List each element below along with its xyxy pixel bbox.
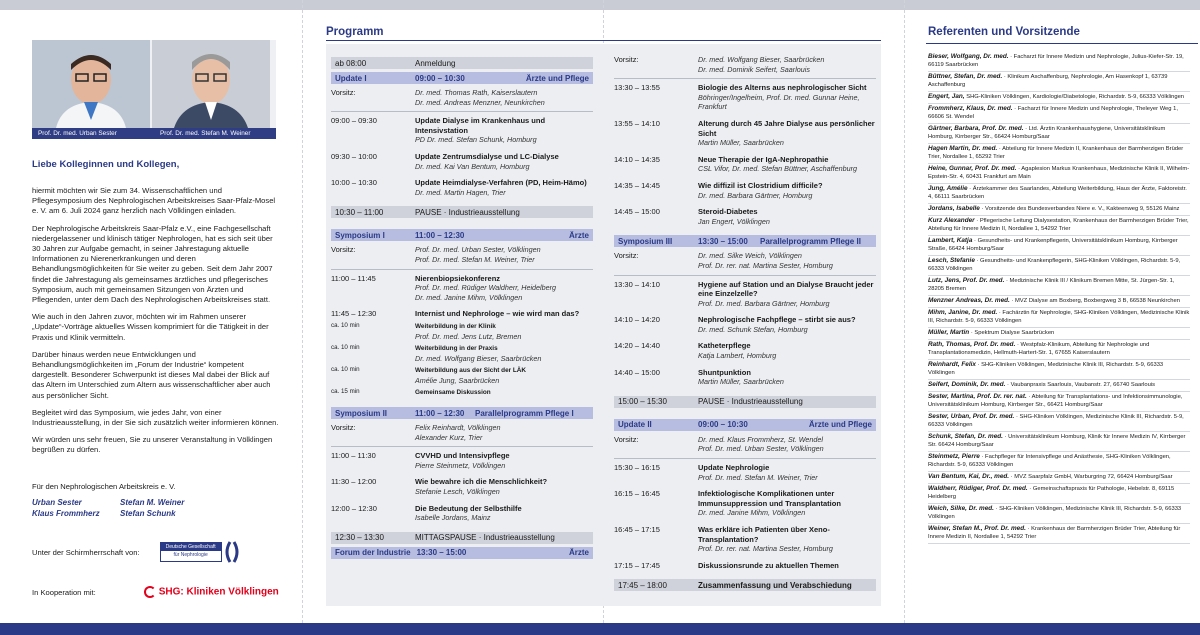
subtalk-title: Gemeinsame Diskussion	[415, 389, 491, 397]
speaker-info: · Vaubanpraxis Saarlouis, Vaubanstr. 27, 66740 Saarlouis	[1007, 382, 1156, 388]
talk-title: Internist und Nephrologe – wie wird man das?	[415, 309, 580, 319]
band-label: MITTAGSPAUSE	[415, 533, 477, 543]
talk-time: 14:45 – 15:00	[614, 207, 660, 217]
chair-name: Felix Reinhardt, Völklingen	[415, 423, 501, 433]
talk-row	[614, 314, 876, 335]
talk-row	[614, 560, 876, 572]
session-band-forum	[331, 547, 593, 559]
speaker-info: · Fachpfleger für Intensivpflege und Anästhesie, SHG-Kliniken Völklingen, Richardstr. 5-9, 66333 Völklingen	[928, 454, 1171, 468]
talk-title: Infektiologische Komplikationen unter Immunsuppression und Transplantation	[698, 489, 841, 508]
band-time: 17:45 – 18:00	[618, 580, 667, 590]
speakers-list	[928, 52, 1190, 544]
chair-name: Prof. Dr. med. Urban Sester, Völklingen	[415, 245, 541, 255]
lunch-band	[331, 532, 593, 544]
speaker-entry	[928, 392, 1190, 412]
letter-paragraph: hiermit möchten wir Sie zum 34. Wissenschaftlichen und Pflegesymposium des Nephrologischen Arbeitskreises Saar-Pfalz-Mosel e. V. am 6. Juli 2024 ganz herzlich nach Völklingen einladen.	[32, 186, 276, 216]
signature-name: Stefan Schunk	[120, 508, 176, 518]
talk-row	[614, 279, 876, 310]
talk-time: 17:15 – 17:45	[614, 560, 660, 570]
talk-row	[331, 273, 593, 304]
speaker-info: · Fachärztin für Nephrologie, SHG-Kliniken Völklingen, Medizinische Klinik III, Richardstr. 5-9, 66333 Völklingen	[928, 310, 1190, 324]
speaker-name: Schunk, Stefan, Dr. med.	[928, 433, 1003, 440]
subtalk-time: ca. 10 min	[331, 321, 360, 329]
subtalk-title: Weiterbildung in der Klinik	[415, 322, 496, 330]
session-time: 09:00 – 10:30	[698, 420, 748, 430]
speaker-name: Müller, Martin	[928, 329, 970, 336]
session-band-update-1	[331, 72, 593, 84]
speaker-entry	[928, 452, 1190, 472]
talk-row	[331, 151, 593, 172]
chair-name: Prof. Dr. med. Stefan M. Weiner, Trier	[415, 254, 535, 264]
talk-time: 14:20 – 14:40	[614, 341, 660, 351]
speaker-name: Jung, Amélie	[928, 185, 968, 192]
talk-speaker: Isabelle Jordans, Mainz	[415, 513, 491, 523]
speaker-entry	[928, 124, 1190, 144]
talk-time: 14:10 – 14:35	[614, 154, 660, 164]
talk-title: Update Zentrumsdialyse und LC-Dialyse	[415, 151, 559, 161]
session-name: Forum der Industrie	[335, 548, 411, 558]
talk-row	[614, 180, 876, 201]
programme-title: Programm	[326, 26, 384, 38]
talk-speaker: CSL Vifor, Dr. med. Stefan Büttner, Aschaffenburg	[698, 164, 858, 174]
talk-speaker: Martin Müller, Saarbrücken	[698, 377, 784, 387]
letter-body	[32, 186, 280, 456]
speaker-info: · Gesundheits- und Krankenpflegerin, Universitätsklinikum Homburg, Kirrberger Straße, 66424 Homburg/Saar	[928, 238, 1178, 252]
talk-time: 14:35 – 14:45	[614, 180, 660, 190]
letter-paragraph: Darüber hinaus werden neue Entwicklungen und Behandlungsmöglichkeiten im „Forum der Industrie“ kompetent dargestellt. Besonderer Schwerpunkt ist dieses Mal dabei der Blick auf das Altern im Unterschied zum Altern aus wissenschaftlicher aber auch aus persönlicher Sicht.	[32, 349, 271, 400]
photo-captions	[32, 128, 276, 139]
subtalk-speaker: Dr. med. Wolfgang Bieser, Saarbrücken	[415, 353, 542, 363]
talk-speaker: Dr. med. Janine Mihm, Völklingen	[415, 292, 523, 302]
speaker-info: · MVZ Saarpfalz GmbH, Warburgring 72, 66424 Homburg/Saar	[1010, 474, 1173, 480]
speaker-info: · Facharzt für Innere Medizin und Nephrologie, Julius-Kiefer-Str. 19, 66119 Saarbrücken	[928, 54, 1184, 68]
chair-label: Vorsitz:	[614, 434, 639, 444]
speaker-name: Gärtner, Barbara, Prof. Dr. med.	[928, 125, 1024, 132]
band-time: 15:00 – 15:30	[618, 397, 667, 407]
talk-time: 10:00 – 10:30	[331, 178, 377, 188]
speaker-entry	[928, 204, 1190, 216]
talk-time: 11:30 – 12:00	[331, 477, 377, 487]
speaker-entry	[928, 276, 1190, 296]
signature-name: Stefan M. Weiner	[120, 497, 185, 507]
speaker-entry	[928, 144, 1190, 164]
talk-row	[331, 450, 593, 471]
session-target: Ärzte	[568, 548, 589, 558]
dgfn-logo	[160, 540, 242, 564]
divider	[331, 446, 593, 447]
subtalk-row	[331, 342, 593, 364]
talk-title: Update Heimdialyse-Verfahren (PD, Heim-Hämo)	[415, 178, 587, 188]
talk-time: 16:15 – 16:45	[614, 489, 660, 499]
speaker-name: Bieser, Wolfgang, Dr. med.	[928, 53, 1009, 60]
talk-row	[614, 524, 876, 555]
chair-name: Dr. med. Thomas Rath, Kaiserslautern	[415, 88, 538, 97]
programme-column-2	[614, 54, 876, 594]
chair-name: Dr. med. Silke Weich, Völklingen	[698, 251, 802, 261]
talk-title: Was erkläre ich Patienten über Xeno-Transplantation?	[698, 525, 830, 544]
talk-title: Biologie des Alterns aus nephrologischer Sicht	[698, 83, 867, 93]
dgfn-emblem-icon	[222, 540, 242, 564]
speaker-name: Seifert, Dominik, Dr. med.	[928, 381, 1006, 388]
speaker-name: Jordans, Isabelle	[928, 205, 980, 212]
speaker-info: · Klinikum Aschaffenburg, Nephrologie, Am Hasenkopf 1, 63739 Aschaffenburg	[928, 74, 1168, 88]
divider	[614, 275, 876, 276]
talk-speaker: Dr. med. Schunk Stefan, Homburg	[698, 324, 808, 334]
speaker-name: Weiner, Stefan M., Prof. Dr. med.	[928, 525, 1026, 532]
speaker-info: · Abteilung für Innere Medizin II, Krankenhaus der Barmherzigen Brüder Trier, Nordallee 1, 65292 Trier	[928, 146, 1184, 160]
talk-row	[614, 118, 876, 149]
session-name: Symposium II	[335, 408, 388, 418]
talk-speaker: Katja Lambert, Homburg	[698, 351, 777, 361]
session-time: 11:00 – 12:30	[415, 230, 465, 240]
top-strip	[0, 0, 1200, 10]
speaker-name: Waldherr, Rüdiger, Prof. Dr. med.	[928, 485, 1028, 492]
speaker-info: · Facharzt für Innere Medizin und Nephrologie, Theleyer Weg 1, 66606 St. Wendel	[928, 106, 1178, 120]
speaker-info: SHG-Kliniken Völklingen, Kardiologie/Diabetologie, Richardstr. 5-9, 66333 Völklingen	[966, 94, 1185, 100]
speaker-entry	[928, 296, 1190, 308]
talk-title: Diskussionsrunde zu aktuellen Themen	[698, 560, 839, 570]
talk-row	[614, 367, 876, 388]
talk-title: Neue Therapie der IgA-Nephropathie	[698, 154, 829, 164]
chair-label: Vorsitz:	[614, 251, 639, 261]
subtalk-row	[331, 364, 593, 386]
speaker-info: · Vorsitzende des Bundesverbandes Niere e. V., Kakteenweg 9, 55126 Mainz	[981, 206, 1180, 212]
subtalk-row	[331, 386, 593, 399]
speaker-entry	[928, 236, 1190, 256]
speaker-info: · Ärztekammer des Saarlandes, Abteilung Weiterbildung, Haus der Ärzte, Faktoreistr. 4, 66111 Saarbrücken	[928, 186, 1187, 200]
session-band-symposium-1	[331, 229, 593, 241]
shg-logo	[144, 586, 279, 598]
speaker-name: Kurz Alexander	[928, 217, 975, 224]
subtalk-row	[331, 320, 593, 342]
talk-time: 15:30 – 16:15	[614, 463, 660, 473]
talk-speaker: Dr. med. Martin Hagen, Trier	[415, 187, 506, 197]
speaker-name: Hagen Martin, Dr. med.	[928, 145, 998, 152]
band-label: Anmeldung	[415, 58, 456, 68]
chair-label: Vorsitz:	[331, 245, 356, 255]
talk-time: 12:00 – 12:30	[331, 503, 377, 513]
session-target: Ärzte und Pflege	[525, 73, 589, 83]
speaker-info: · Abteilung für Transplantations- und Infektionsimmunologie, Universitätsklinikum Homburg, Kirrberger Str., 66421 Homburg/Saar	[928, 394, 1183, 408]
speaker-name: Frommherz, Klaus, Dr. med.	[928, 105, 1013, 112]
speaker-info: · Gesundheits- und Krankenpflegerin, SHG-Kliniken Völklingen, Richardstr. 5-9, 66333 Völklingen	[928, 258, 1181, 272]
talk-speaker: Prof. Dr. med. Rüdiger Waldherr, Heidelberg	[415, 283, 557, 293]
session-target: Ärzte und Pflege	[808, 420, 872, 430]
chair-row	[331, 422, 593, 443]
speaker-info: · Medizinische Klinik III / Klinikum Bremen Mitte, St. Jürgen-Str. 1, 28205 Bremen	[928, 278, 1175, 292]
speaker-name: Sester, Martina, Prof. Dr. rer. nat.	[928, 393, 1027, 400]
talk-speaker: Stefanie Lesch, Völklingen	[415, 487, 500, 497]
session-name: Update II	[618, 420, 652, 430]
talk-row	[331, 115, 593, 146]
chair-name: Dr. med. Andreas Menzner, Neunkirchen	[415, 97, 545, 107]
speaker-info: · Westpfalz-Klinikum, Abteilung für Nephrologie und Transplantationsmedizin, Hellmuth-Hartert-Str. 1, 67655 Kaiserslautern	[928, 342, 1150, 356]
chair-label: Vorsitz:	[614, 55, 639, 64]
talk-title: Die Bedeutung der Selbsthilfe	[415, 503, 522, 513]
speaker-entry	[928, 484, 1190, 504]
speaker-info: · Pflegerische Leitung Dialysestation, Krankenhaus der Barmherzigen Brüder Trier, Abteilung für Innere Medizin II, Nordallee 1, 54292 Trier	[928, 218, 1189, 232]
speaker-name: Lesch, Stefanie	[928, 257, 975, 264]
subtalk-title: Weiterbildung aus der Sicht der LÄK	[415, 367, 527, 375]
speakers-rule	[926, 43, 1198, 44]
speaker-entry	[928, 412, 1190, 432]
chair-label: Vorsitz:	[331, 423, 356, 433]
talk-time: 14:10 – 14:20	[614, 315, 660, 325]
band-label: Zusammenfassung und Verabschiedung	[698, 580, 852, 590]
subtalk-speaker: Prof. Dr. med. Jens Lutz, Bremen	[415, 331, 522, 341]
talk-time: 13:30 – 13:55	[614, 83, 660, 93]
session-target: Ärzte	[568, 230, 589, 240]
session-time: 11:00 – 12:30	[415, 408, 465, 418]
speaker-name: Van Bentum, Kai, Dr., med.	[928, 473, 1010, 480]
speaker-name: Mihm, Janine, Dr. med.	[928, 309, 998, 316]
speaker-name: Büttner, Stefan, Dr. med.	[928, 73, 1003, 80]
session-target: Parallelprogramm Pflege II	[760, 236, 861, 246]
band-label: PAUSE	[698, 397, 725, 407]
session-name: Symposium III	[618, 236, 673, 246]
session-name: Update I	[335, 73, 367, 83]
signature-name: Klaus Frommherz	[32, 508, 100, 518]
photo-caption: Prof. Dr. med. Urban Sester	[38, 130, 117, 137]
talk-time: 11:00 – 11:45	[331, 273, 376, 283]
programme-rule	[326, 40, 881, 41]
speaker-info: · SHG-Kliniken Völklingen, Medizinische Klinik III, Richardstr. 5-9, 66333 Völklingen	[928, 414, 1184, 428]
speaker-entry	[928, 328, 1190, 340]
talk-time: 13:30 – 14:10	[614, 279, 660, 289]
divider	[614, 78, 876, 79]
speaker-info: · Gemeinschaftspraxis für Pathologie, Hebelstr. 8, 69115 Heidelberg	[928, 486, 1175, 500]
speaker-info: · Krankenhaus der Barmherzigen Brüder Trier, Abteilung für Innere Medizin II, Nordallee 1, 54292 Trier	[928, 526, 1181, 540]
talk-row	[614, 154, 876, 175]
chair-photos	[32, 40, 276, 128]
speaker-name: Weich, Silke, Dr. med.	[928, 505, 994, 512]
chair-name: Prof. Dr. med. Urban Sester, Völklingen	[698, 444, 824, 454]
talk-time: 09:00 – 09:30	[331, 116, 377, 126]
talk-speaker: PD Dr. med. Stefan Schunk, Homburg	[415, 135, 537, 145]
talk-time: 13:55 – 14:10	[614, 118, 660, 128]
band-sub: · Industrieausstellung	[726, 397, 803, 407]
talk-title: Wie diffizil ist Clostridium difficile?	[698, 180, 823, 190]
speaker-entry	[928, 380, 1190, 392]
speaker-name: Sester, Urban, Prof. Dr. med.	[928, 413, 1015, 420]
talk-speaker: Pierre Steinmetz, Völklingen	[415, 460, 506, 470]
chair-row	[331, 87, 593, 108]
band-time: ab 08:00	[335, 58, 367, 68]
speaker-name: Heine, Gunnar, Prof. Dr. med.	[928, 165, 1017, 172]
subtalk-title: Weiterbildung in der Praxis	[415, 345, 498, 353]
fold-line	[904, 0, 905, 623]
talk-title: Steroid-Diabetes	[698, 207, 758, 217]
talk-row	[614, 488, 876, 519]
letter-paragraph: Begleitet wird das Symposium, wie jedes Jahr, von einer Industrieausstellung, in der Sie sich zusätzlich weiter informieren können.	[32, 407, 279, 428]
chair-row	[614, 250, 876, 271]
session-name: Symposium I	[335, 230, 385, 240]
letter-paragraph: Wir würden uns sehr freuen, Sie zu unserer Veranstaltung in Völklingen begrüßen zu dürfen.	[32, 435, 273, 455]
divider	[331, 269, 593, 270]
session-time: 09:00 – 10:30	[415, 73, 465, 83]
talk-speaker: Prof. Dr. med. Barbara Gärtner, Homburg	[698, 298, 830, 308]
subtalk-time: ca. 10 min	[331, 366, 360, 374]
talk-speaker: Dr. med. Kai Van Bentum, Homburg	[415, 161, 530, 171]
shg-logo-text: SHG: Kliniken Völklingen	[158, 586, 279, 598]
talk-row	[614, 206, 876, 227]
talk-title: Shuntpunktion	[698, 367, 751, 377]
talk-title: Hygiene auf Station und an Dialyse Braucht jeder eine Einzelzelle?	[698, 279, 874, 299]
chair-row	[614, 434, 876, 455]
speaker-entry	[928, 432, 1190, 452]
talk-time: 11:00 – 11:30	[331, 451, 376, 461]
bottom-bar	[0, 623, 1200, 635]
session-band-symposium-2	[331, 407, 593, 419]
speaker-info: · Spektrum Dialyse Saarbrücken	[970, 330, 1055, 336]
speaker-entry	[928, 256, 1190, 276]
talk-title: Nephrologische Fachpflege – stirbt sie aus?	[698, 315, 856, 325]
cooperation-label: In Kooperation mit:	[32, 587, 96, 597]
talk-speaker: Dr. med. Barbara Gärtner, Homburg	[698, 190, 813, 200]
subtalk-time: ca. 10 min	[331, 344, 360, 352]
session-time: 13:30 – 15:00	[416, 548, 467, 558]
talk-title: Wie bewahre ich die Menschlichkeit?	[415, 477, 548, 487]
talk-speaker: Jan Engert, Völklingen	[698, 216, 770, 226]
signatures	[32, 497, 280, 519]
patronage-label: Unter der Schirmherrschaft von:	[32, 547, 140, 557]
photo-caption: Prof. Dr. med. Stefan M. Weiner	[160, 130, 251, 137]
letter-paragraph: Wie auch in den Jahren zuvor, möchten wir im Rahmen unserer „Update“-Vorträge aktuelles Wissen komprimiert für die Tätigkeit in der Praxis und Klinik vermitteln.	[32, 312, 269, 342]
speaker-entry	[928, 504, 1190, 524]
talk-speaker: Böhringer/Ingelheim, Prof. Dr. med. Gunnar Heine, Frankfurt	[698, 92, 860, 112]
talk-speaker: Martin Müller, Saarbrücken	[698, 138, 784, 148]
band-time: 12:30 – 13:30	[335, 533, 384, 543]
talk-row	[331, 177, 593, 198]
pause-band	[614, 396, 876, 408]
chair-name: Dr. med. Wolfgang Bieser, Saarbrücken	[698, 55, 825, 64]
letter-paragraph: Der Nephrologische Arbeitskreis Saar-Pfalz e.V., eine Fachgesellschaft niedergelassener und klinisch tätiger Nephrologen, hat es sich seit über 30 Jahren zur Aufgabe gemacht, in seiner Jahrestagung aktuelle Informationen zu Nierenerkrankungen und deren Behandlungsmöglichkeiten für Sie weiter zu geben. Seit dem Jahr 2007 findet die Jahrestagung als gemeinsames ärztliches und pflegerisches Symposium, auch mit gemeinsamen Sitzungen von Ärzten und Pflegenden, unter dem Dach des Nephrologischen Arbeitskreises statt.	[32, 223, 273, 305]
talk-row	[331, 476, 593, 497]
talk-speaker: Prof. Dr. rer. nat. Martina Sester, Homburg	[698, 544, 833, 554]
band-time: 10:30 – 11:00	[335, 207, 384, 217]
speaker-info: · MVZ Dialyse am Boxberg, Boxbergweg 3 B, 66538 Neunkirchen	[1011, 298, 1180, 304]
chair-name: Prof. Dr. rer. nat. Martina Sester, Homburg	[698, 260, 833, 270]
session-target: Parallelprogramm Pflege I	[475, 408, 574, 418]
talk-title: Nierenbiopsiekonferenz	[415, 273, 501, 283]
speakers-panel	[928, 26, 1190, 544]
patron-logo-line: Deutsche Gesellschaft	[161, 543, 221, 551]
divider	[614, 458, 876, 459]
divider	[331, 111, 593, 112]
invitation-panel	[32, 40, 280, 519]
speaker-name: Lambert, Katja	[928, 237, 973, 244]
subtalk-speaker: Amélie Jung, Saarbrücken	[415, 375, 500, 385]
speaker-entry	[928, 340, 1190, 360]
cooperation	[32, 586, 280, 598]
speaker-info: · SHG-Kliniken Völklingen, Medizinische Klinik III, Richardstr. 5-9, 66333 Völklingen	[928, 506, 1182, 520]
speakers-title: Referenten und Vorsitzende	[928, 26, 1080, 38]
talk-title: Katheterpflege	[698, 341, 751, 351]
session-band-symposium-3	[614, 235, 876, 247]
chair-label: Vorsitz:	[331, 88, 356, 97]
chair-row	[614, 54, 876, 75]
talk-title: Update Nephrologie	[698, 463, 770, 473]
band-label: PAUSE	[415, 207, 442, 217]
talk-row	[614, 340, 876, 361]
speaker-entry	[928, 92, 1190, 104]
talk-speaker: Dr. med. Janine Mihm, Völklingen	[698, 508, 806, 518]
talk-time: 11:45 – 12:30	[331, 309, 377, 319]
chair-name: Dr. med. Klaus Frommherz, St. Wendel	[698, 434, 824, 444]
signature-name: Urban Sester	[32, 497, 82, 507]
greeting: Liebe Kolleginnen und Kollegen,	[32, 159, 180, 170]
talk-speaker: Prof. Dr. med. Stefan M. Weiner, Trier	[698, 472, 818, 482]
talk-title: Alterung durch 45 Jahre Dialyse aus persönlicher Sicht	[698, 118, 875, 138]
speaker-name: Reinhardt, Felix	[928, 361, 976, 368]
speaker-entry	[928, 104, 1190, 124]
speaker-info: · Agaplesion Markus Krankenhaus, Medizinische Klinik II, Wilhelm-Epstein-Str. 4, 60431 Frankfurt am Main	[928, 166, 1190, 180]
talk-time: 09:30 – 10:00	[331, 151, 377, 161]
pause-band	[331, 206, 593, 218]
portrait-photo	[152, 40, 270, 128]
speaker-entry	[928, 360, 1190, 380]
closing-band	[614, 579, 876, 591]
speaker-entry	[928, 184, 1190, 204]
speaker-info: · Universitätsklinikum Homburg, Klinik für Innere Medizin IV, Kirrberger Str. 66424 Homburg/Saar	[928, 434, 1186, 448]
speaker-name: Rath, Thomas, Prof. Dr. med.	[928, 341, 1016, 348]
speaker-entry	[928, 52, 1190, 72]
session-time: 13:30 – 15:00	[698, 236, 748, 246]
chair-name: Dr. med. Dominik Seifert, Saarlouis	[698, 64, 810, 74]
speaker-entry	[928, 72, 1190, 92]
speaker-name: Engert, Jan,	[928, 93, 965, 100]
speaker-name: Lutz, Jens, Prof. Dr. med.	[928, 277, 1005, 284]
talk-title: Update Dialyse im Krankenhaus und Intensivstation	[415, 116, 546, 135]
band-sub: · Industrieausstellung	[443, 207, 520, 217]
talk-time: 14:40 – 15:00	[614, 367, 660, 377]
speaker-entry	[928, 308, 1190, 328]
band-sub: · Industrieausstellung	[478, 533, 555, 543]
speaker-entry	[928, 472, 1190, 484]
chair-name: Alexander Kurz, Trier	[415, 432, 483, 442]
patron-logo-line: für Nephrologie	[173, 552, 208, 558]
talk-row	[331, 503, 593, 524]
speaker-entry	[928, 524, 1190, 544]
talk-row	[331, 308, 593, 320]
speaker-name: Steinmetz, Pierre	[928, 453, 980, 460]
speaker-entry	[928, 216, 1190, 236]
fold-line	[302, 0, 303, 623]
portrait-photo	[32, 40, 150, 128]
chair-row	[331, 244, 593, 265]
subtalk-time: ca. 15 min	[331, 388, 360, 396]
programme-column-1	[331, 54, 593, 562]
signature-intro: Für den Nephrologischen Arbeitskreis e. V.	[32, 481, 176, 491]
talk-title: CVVHD und Intensivpflege	[415, 451, 510, 461]
speaker-info: · SHG-Kliniken Völklingen, Medizinische Klinik III, Richardstr. 5-9, 66333 Völklingen	[928, 362, 1164, 376]
speaker-info: · Ltd. Ärztin Krankenhaushygiene, Universitätsklinikum Homburg, Kirrberger Str., 66424 Homburg/Saar	[928, 126, 1166, 140]
speaker-name: Menzner Andreas, Dr. med.	[928, 297, 1010, 304]
registration-band	[331, 57, 593, 69]
talk-time: 16:45 – 17:15	[614, 525, 660, 534]
talk-row	[614, 82, 876, 113]
patronage	[32, 540, 272, 564]
session-band-update-2	[614, 419, 876, 431]
talk-row	[614, 462, 876, 483]
speaker-entry	[928, 164, 1190, 184]
shg-swoosh-icon	[144, 586, 156, 598]
